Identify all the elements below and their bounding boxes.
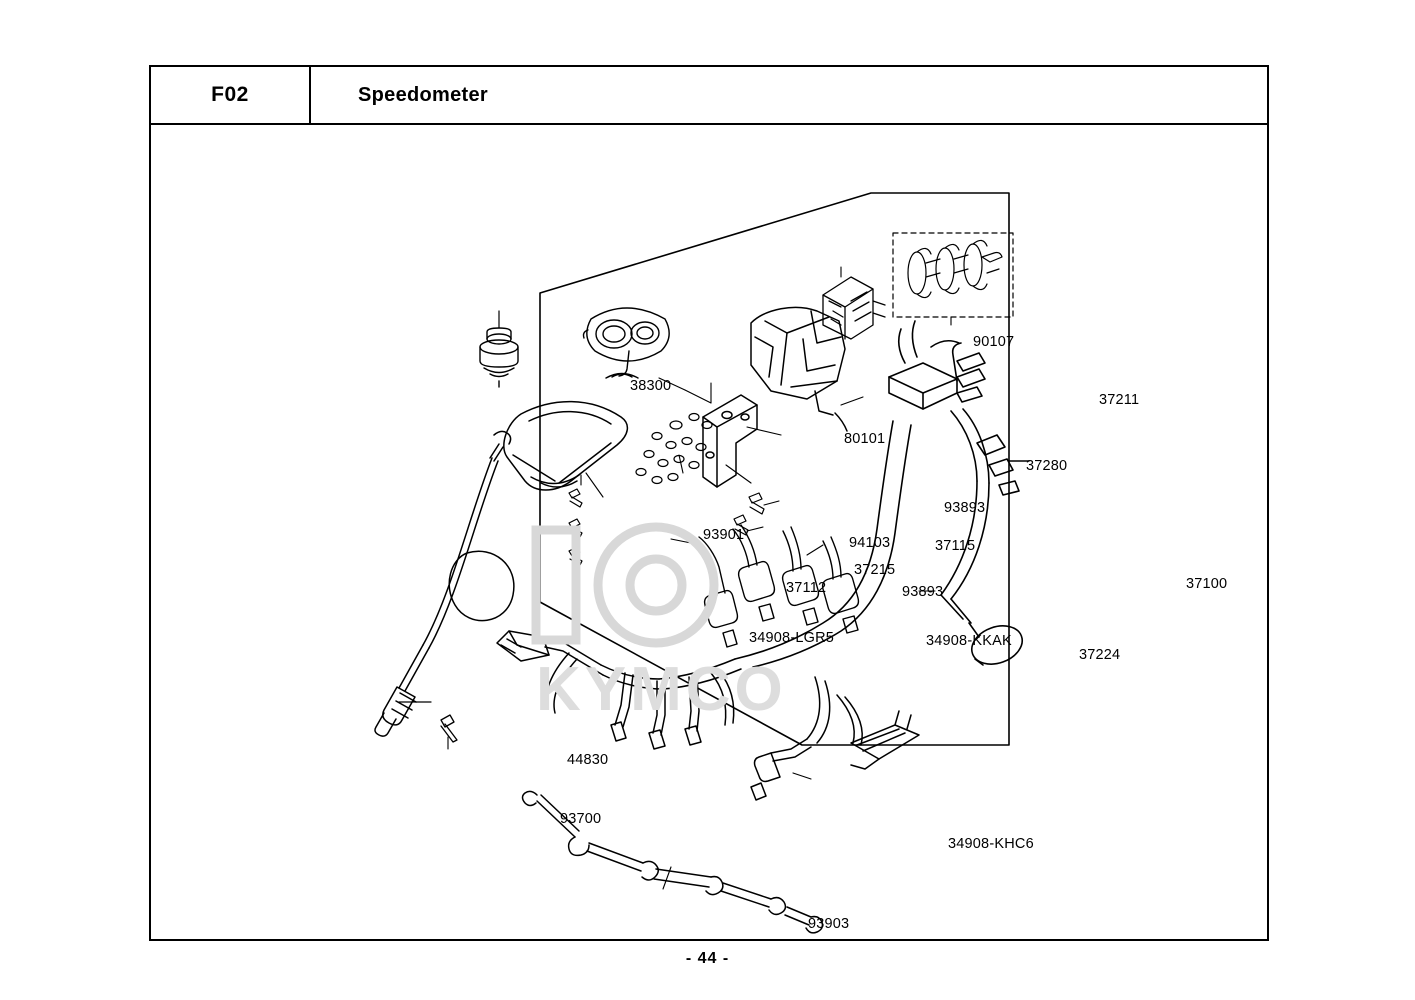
part-label-38300: 38300 bbox=[630, 378, 672, 394]
part-label-93893-top: 93893 bbox=[944, 500, 986, 516]
part-label-93700: 93700 bbox=[560, 811, 602, 827]
section-code: F02 bbox=[151, 67, 311, 123]
part-label-34908-LGR5: 34908-LGR5 bbox=[749, 630, 835, 646]
part-label-44830: 44830 bbox=[567, 752, 609, 768]
part-label-94103: 94103 bbox=[849, 535, 891, 551]
part-label-37215: 37215 bbox=[854, 562, 896, 578]
part-label-37211: 37211 bbox=[1099, 392, 1140, 408]
part-label-80101: 80101 bbox=[844, 431, 886, 447]
part-label-34908-KKAK: 34908-KKAK bbox=[926, 633, 1012, 649]
part-label-93903: 93903 bbox=[808, 916, 850, 932]
part-label-37224: 37224 bbox=[1079, 647, 1121, 663]
page-title: Speedometer bbox=[358, 83, 489, 106]
part-label-37115: 37115 bbox=[935, 538, 976, 554]
part-label-37100: 37100 bbox=[1186, 576, 1228, 592]
part-label-93901: 93901 bbox=[703, 527, 745, 543]
svg-text:KYMCO: KYMCO bbox=[536, 655, 787, 724]
part-label-37280: 37280 bbox=[1026, 458, 1068, 474]
part-label-34908-KHC6: 34908-KHC6 bbox=[948, 836, 1034, 852]
part-label-37112: 37112 bbox=[786, 580, 827, 596]
part-label-90107: 90107 bbox=[973, 334, 1015, 350]
diagram-frame bbox=[149, 65, 1269, 941]
part-label-93893-mid: 93893 bbox=[902, 584, 944, 600]
page-number: - 44 - bbox=[685, 950, 730, 967]
page-header bbox=[151, 67, 1267, 125]
parts-drawing bbox=[151, 125, 1267, 941]
